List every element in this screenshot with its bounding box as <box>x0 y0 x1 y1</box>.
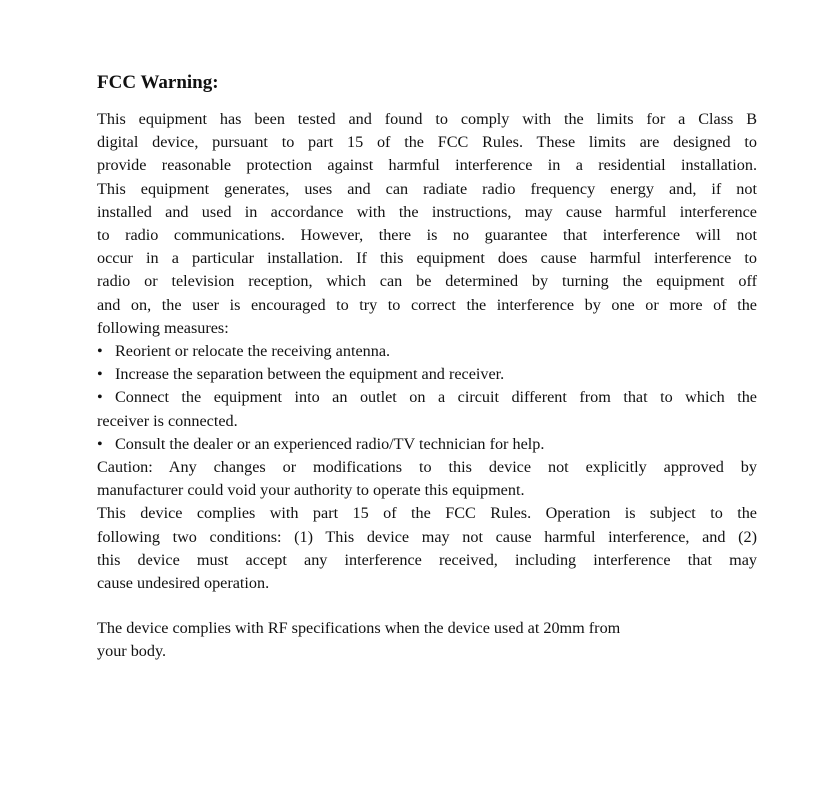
list-item <box>97 363 757 386</box>
rf-paragraph <box>97 617 757 663</box>
list-item <box>97 433 757 456</box>
list-item-text: receiver is connected. <box>97 411 238 430</box>
compliance-paragraph <box>97 502 757 595</box>
fcc-intro-paragraph <box>97 108 757 340</box>
paragraph-line: The device complies with RF specifications when the device used at 20mm from <box>97 619 621 638</box>
paragraph-line: your body. <box>97 642 167 661</box>
paragraph-line: following measures: <box>97 318 229 337</box>
list-item <box>97 340 757 363</box>
paragraph-line: following two conditions: (1) This device may not cause harmful interference, and (2) <box>97 527 757 546</box>
paragraph-line: installed and used in accordance with the instructions, may cause harmful interference <box>97 202 757 221</box>
paragraph-line: and on, the user is encouraged to try to correct the interference by one or more of the <box>97 295 757 314</box>
bullet-icon: • <box>97 365 103 384</box>
fcc-document <box>97 70 757 664</box>
bullet-icon: • <box>97 434 103 453</box>
bullet-icon: • <box>97 388 103 407</box>
list-item-text: Connect the equipment into an outlet on a circuit different from that to which the <box>115 388 757 407</box>
paragraph-line: manufacturer could void your authority to operate this equipment. <box>97 481 525 500</box>
list-item-text: Consult the dealer or an experienced radio/TV technician for help. <box>115 434 545 453</box>
paragraph-line: This equipment has been tested and found to comply with the limits for a Class B <box>97 110 757 128</box>
paragraph-line: Caution: Any changes or modifications to this device not explicitly approved by <box>97 458 757 477</box>
list-item-text: Increase the separation between the equipment and receiver. <box>115 365 505 384</box>
caution-paragraph <box>97 456 757 502</box>
bullet-icon: • <box>97 342 103 361</box>
paragraph-line: cause undesired operation. <box>97 574 270 593</box>
paragraph-line: radio or television reception, which can be determined by turning the equipment off <box>97 272 757 291</box>
paragraph-line: provide reasonable protection against harmful interference in a residential installation. <box>97 156 757 175</box>
paragraph-line: to radio communications. However, there is no guarantee that interference will not <box>97 226 757 245</box>
measures-list <box>97 340 757 456</box>
paragraph-line: This equipment generates, uses and can radiate radio frequency energy and, if not <box>97 179 757 198</box>
paragraph-line: This device complies with part 15 of the FCC Rules. Operation is subject to the <box>97 504 757 523</box>
paragraph-line: occur in a particular installation. If this equipment does cause harmful interference to <box>97 249 757 268</box>
list-item <box>97 386 757 432</box>
list-item-text: Reorient or relocate the receiving antenna. <box>115 342 391 361</box>
paragraph-spacer <box>97 595 757 617</box>
paragraph-line: this device must accept any interference received, including interference that may <box>97 550 757 569</box>
fcc-warning-heading: FCC Warning: <box>97 72 219 93</box>
paragraph-line: digital device, pursuant to part 15 of the FCC Rules. These limits are designed to <box>97 133 757 152</box>
